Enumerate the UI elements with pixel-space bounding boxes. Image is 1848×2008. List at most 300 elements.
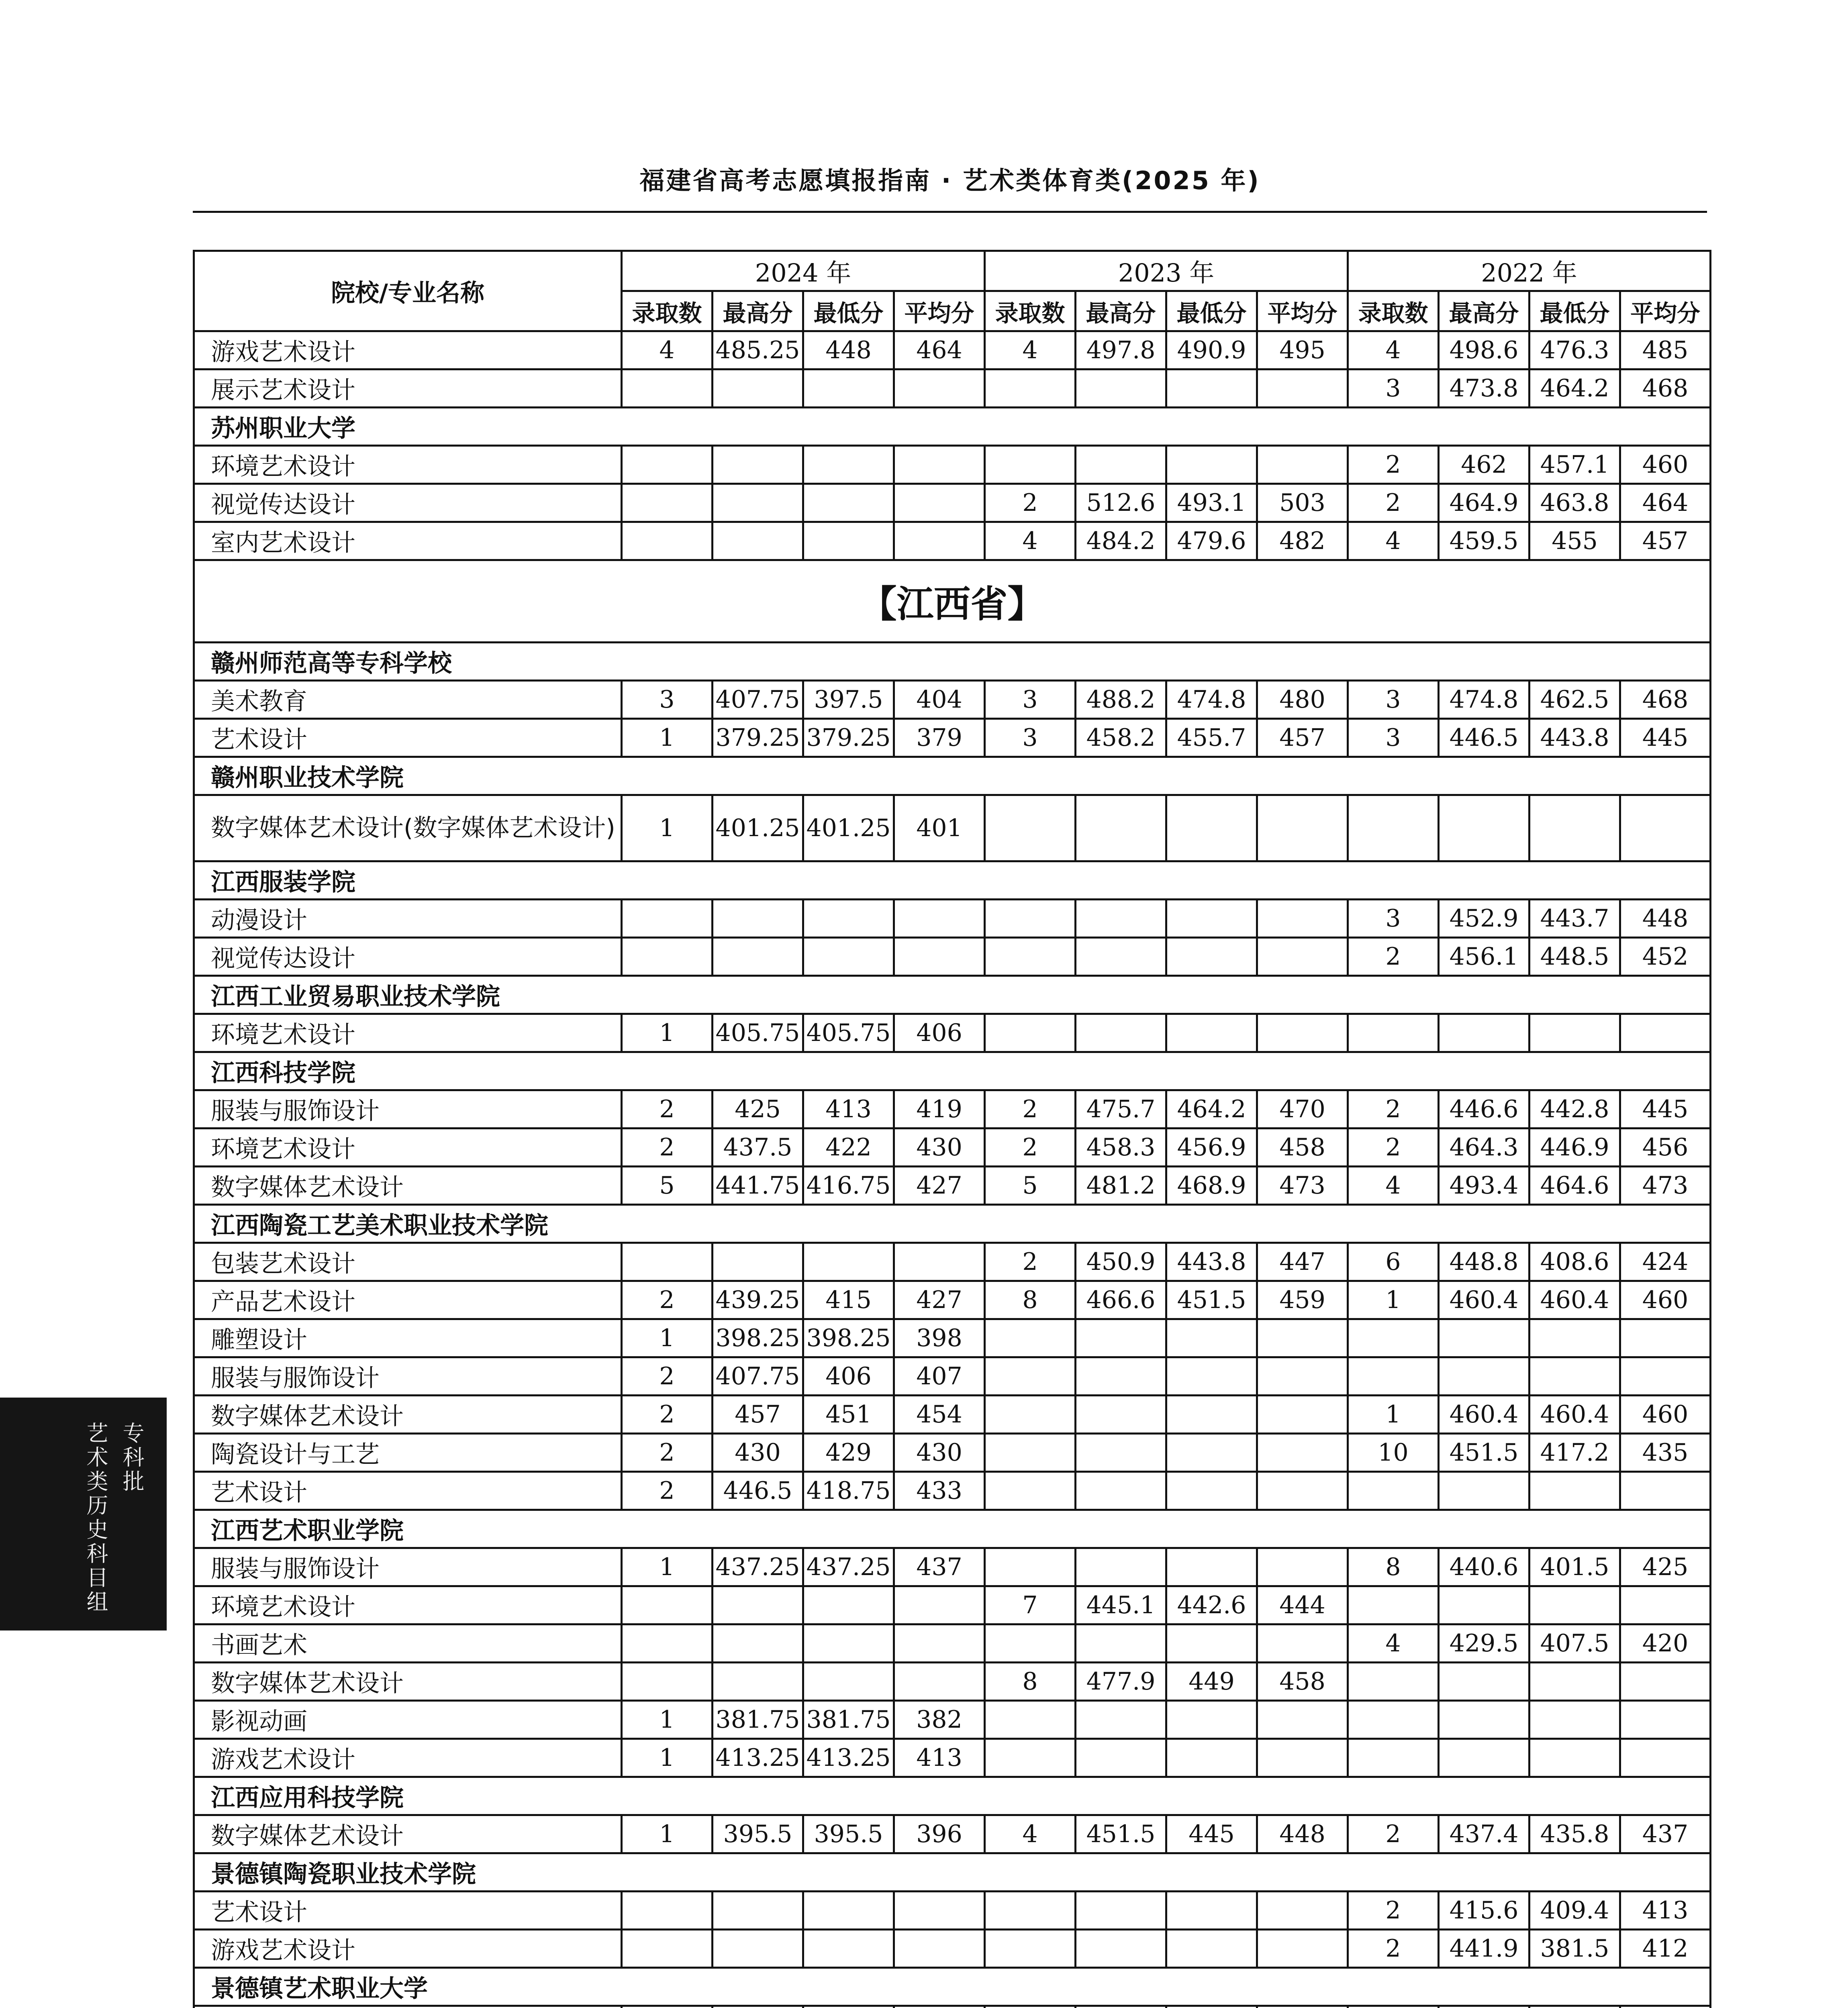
major-name: 服装与服饰设计 (194, 1357, 622, 1396)
major-row (194, 1396, 1711, 1434)
count-cell (985, 446, 1076, 484)
count-cell: 4 (1348, 331, 1439, 369)
min-score-cell (803, 522, 894, 560)
max-score-cell: 456.1 (1439, 938, 1529, 976)
avg-score-cell (894, 1243, 985, 1281)
min-score-cell (1529, 1586, 1620, 1624)
avg-score-cell (1620, 1357, 1711, 1396)
avg-score-cell: 448 (1257, 1815, 1348, 1853)
max-score-cell (1076, 938, 1166, 976)
min-score-cell: 435.8 (1529, 1815, 1620, 1853)
subheader-avg: 平均分 (894, 291, 985, 331)
max-score-cell: 459.5 (1439, 522, 1529, 560)
major-row (194, 1586, 1711, 1624)
min-score-cell: 437.25 (803, 1548, 894, 1586)
max-score-cell: 437.4 (1439, 1815, 1529, 1853)
count-cell: 4 (1348, 1624, 1439, 1663)
avg-score-cell: 448 (1620, 900, 1711, 938)
max-score-cell (713, 1243, 803, 1281)
avg-score-cell (894, 2006, 985, 2008)
major-row (194, 1472, 1711, 1510)
min-score-cell: 448 (803, 331, 894, 369)
min-score-cell (1166, 1930, 1257, 1968)
avg-score-cell: 456 (1620, 1128, 1711, 1167)
max-score-cell (713, 2006, 803, 2008)
avg-score-cell (1257, 1739, 1348, 1777)
count-cell (985, 938, 1076, 976)
max-score-cell: 381.75 (713, 1701, 803, 1739)
count-cell: 10 (1348, 1434, 1439, 1472)
count-cell (985, 1357, 1076, 1396)
max-score-cell: 462 (1439, 446, 1529, 484)
min-score-cell: 381.5 (1529, 1930, 1620, 1968)
subheader-min: 最低分 (1529, 291, 1620, 331)
major-row (194, 1434, 1711, 1472)
major-row (194, 1281, 1711, 1319)
max-score-cell: 439.25 (713, 1281, 803, 1319)
min-score-cell: 451 (803, 1396, 894, 1434)
count-cell: 1 (622, 1701, 713, 1739)
school-name: 江西科技学院 (194, 1052, 1711, 1090)
major-name: 环境艺术设计 (194, 446, 622, 484)
major-row (194, 795, 1711, 861)
major-row (194, 1357, 1711, 1396)
major-name: 艺术设计 (194, 1892, 622, 1930)
count-cell: 1 (1348, 1396, 1439, 1434)
min-score-cell (803, 1892, 894, 1930)
max-score-cell (1439, 1663, 1529, 1701)
major-row (194, 1815, 1711, 1853)
max-score-cell (1076, 1396, 1166, 1434)
count-cell: 2 (1348, 1090, 1439, 1128)
max-score-cell (1076, 1357, 1166, 1396)
avg-score-cell (1257, 1319, 1348, 1357)
max-score-cell: 498.6 (1439, 331, 1529, 369)
avg-score-cell (1257, 1701, 1348, 1739)
min-score-cell: 455.7 (1166, 719, 1257, 757)
avg-score-cell: 444 (1257, 1586, 1348, 1624)
max-score-cell: 407.75 (713, 1357, 803, 1396)
avg-score-cell (1257, 795, 1348, 861)
table-body (194, 331, 1711, 2008)
year-header: 2023 年 (985, 251, 1348, 291)
max-score-cell: 497.8 (1076, 331, 1166, 369)
max-score-cell (713, 1892, 803, 1930)
avg-score-cell: 482 (1257, 522, 1348, 560)
max-score-cell: 401.25 (713, 795, 803, 861)
min-score-cell: 398.25 (803, 1319, 894, 1357)
min-score-cell: 443.8 (1529, 719, 1620, 757)
min-score-cell (803, 1624, 894, 1663)
min-score-cell: 429 (803, 1434, 894, 1472)
count-cell: 4 (622, 331, 713, 369)
min-score-cell: 455 (1529, 522, 1620, 560)
avg-score-cell: 420 (1620, 1624, 1711, 1663)
max-score-cell (1076, 1014, 1166, 1052)
count-cell: 1 (622, 719, 713, 757)
max-score-cell (713, 369, 803, 408)
count-cell: 8 (985, 1663, 1076, 1701)
max-score-cell: 460.4 (1439, 1396, 1529, 1434)
max-score-cell (713, 522, 803, 560)
min-score-cell: 448.5 (1529, 938, 1620, 976)
school-row (194, 757, 1711, 795)
column-header-name: 院校/专业名称 (194, 251, 622, 331)
min-score-cell (1166, 1357, 1257, 1396)
major-name: 数字媒体艺术设计 (194, 1815, 622, 1853)
avg-score-cell: 425 (1620, 1548, 1711, 1586)
min-score-cell (1166, 1396, 1257, 1434)
side-tab-batch-label: 专科批 (119, 1422, 145, 1494)
major-name: 室内艺术设计 (194, 522, 622, 560)
major-row (194, 1739, 1711, 1777)
min-score-cell (803, 2006, 894, 2008)
avg-score-cell (1257, 1892, 1348, 1930)
avg-score-cell: 398 (894, 1319, 985, 1357)
avg-score-cell: 396 (894, 1815, 985, 1853)
subheader-min: 最低分 (1166, 291, 1257, 331)
count-cell: 4 (1348, 1167, 1439, 1205)
min-score-cell: 442.6 (1166, 1586, 1257, 1624)
major-name (194, 2006, 622, 2008)
avg-score-cell: 430 (894, 1128, 985, 1167)
school-row (194, 976, 1711, 1014)
max-score-cell: 437.25 (713, 1548, 803, 1586)
max-score-cell (1076, 900, 1166, 938)
major-name: 数字媒体艺术设计 (194, 1396, 622, 1434)
min-score-cell (1166, 446, 1257, 484)
count-cell: 3 (985, 719, 1076, 757)
min-score-cell (803, 1930, 894, 1968)
avg-score-cell: 468 (1620, 369, 1711, 408)
school-name: 江西应用科技学院 (194, 1777, 1711, 1815)
max-score-cell (1076, 1434, 1166, 1472)
max-score-cell (1439, 1319, 1529, 1357)
min-score-cell: 443.8 (1166, 1243, 1257, 1281)
count-cell: 1 (622, 1739, 713, 1777)
max-score-cell (1076, 795, 1166, 861)
max-score-cell: 464.3 (1439, 1128, 1529, 1167)
count-cell: 4 (985, 522, 1076, 560)
min-score-cell (1529, 1319, 1620, 1357)
count-cell (622, 1243, 713, 1281)
min-score-cell (1166, 369, 1257, 408)
max-score-cell: 446.6 (1439, 1090, 1529, 1128)
min-score-cell (1529, 1663, 1620, 1701)
count-cell (985, 1892, 1076, 1930)
avg-score-cell: 430 (894, 1434, 985, 1472)
min-score-cell: 401.5 (1529, 1548, 1620, 1586)
count-cell (985, 1472, 1076, 1510)
school-row (194, 1968, 1711, 2006)
avg-score-cell: 454 (894, 1396, 985, 1434)
count-cell (1348, 1357, 1439, 1396)
count-cell (985, 2006, 1076, 2008)
avg-score-cell (1620, 1663, 1711, 1701)
max-score-cell (713, 1624, 803, 1663)
min-score-cell (803, 446, 894, 484)
year-header: 2022 年 (1348, 251, 1711, 291)
avg-score-cell (894, 1663, 985, 1701)
min-score-cell: 413 (803, 1090, 894, 1128)
count-cell: 6 (1348, 1243, 1439, 1281)
min-score-cell (1166, 1548, 1257, 1586)
major-name: 雕塑设计 (194, 1319, 622, 1357)
province-heading: 【江西省】 (194, 560, 1711, 643)
major-name: 游戏艺术设计 (194, 1739, 622, 1777)
max-score-cell (1076, 369, 1166, 408)
count-cell (622, 938, 713, 976)
school-row (194, 1853, 1711, 1892)
major-name: 数字媒体艺术设计 (194, 1663, 622, 1701)
major-row (194, 1548, 1711, 1586)
count-cell: 4 (985, 331, 1076, 369)
min-score-cell (1166, 1472, 1257, 1510)
max-score-cell: 457 (713, 1396, 803, 1434)
max-score-cell: 512.6 (1076, 484, 1166, 522)
major-name: 游戏艺术设计 (194, 331, 622, 369)
min-score-cell (1529, 1472, 1620, 1510)
avg-score-cell: 458 (1257, 1128, 1348, 1167)
min-score-cell: 413.25 (803, 1739, 894, 1777)
major-name: 艺术设计 (194, 719, 622, 757)
major-row (194, 1624, 1711, 1663)
count-cell: 2 (1348, 938, 1439, 976)
avg-score-cell (1257, 1434, 1348, 1472)
max-score-cell: 451.5 (1439, 1434, 1529, 1472)
count-cell: 3 (622, 681, 713, 719)
major-name: 环境艺术设计 (194, 1128, 622, 1167)
count-cell: 7 (985, 1586, 1076, 1624)
min-score-cell: 409.4 (1529, 1892, 1620, 1930)
avg-score-cell (1257, 1548, 1348, 1586)
subheader-max: 最高分 (1439, 291, 1529, 331)
min-score-cell: 490.9 (1166, 331, 1257, 369)
max-score-cell (1439, 795, 1529, 861)
max-score-cell (713, 1586, 803, 1624)
major-name: 视觉传达设计 (194, 484, 622, 522)
major-row (194, 484, 1711, 522)
running-header: 福建省高考志愿填报指南 · 艺术类体育类(2025 年) (639, 166, 1260, 195)
max-score-cell: 485.25 (713, 331, 803, 369)
subheader-min: 最低分 (803, 291, 894, 331)
count-cell: 2 (1348, 1815, 1439, 1853)
major-row (194, 1014, 1711, 1052)
min-score-cell (1166, 2006, 1257, 2008)
min-score-cell: 395.5 (803, 1815, 894, 1853)
max-score-cell: 398.25 (713, 1319, 803, 1357)
count-cell (985, 795, 1076, 861)
major-row (194, 1090, 1711, 1128)
count-cell (622, 900, 713, 938)
avg-score-cell (1257, 1930, 1348, 1968)
max-score-cell: 477.9 (1076, 1663, 1166, 1701)
min-score-cell (1166, 795, 1257, 861)
min-score-cell: 442.8 (1529, 1090, 1620, 1128)
avg-score-cell: 470 (1257, 1090, 1348, 1128)
count-cell: 4 (985, 1815, 1076, 1853)
avg-score-cell: 495 (1257, 331, 1348, 369)
count-cell: 2 (622, 1396, 713, 1434)
count-cell (1348, 1014, 1439, 1052)
min-score-cell (1166, 1624, 1257, 1663)
avg-score-cell (1257, 446, 1348, 484)
school-row (194, 1510, 1711, 1548)
min-score-cell (1529, 1701, 1620, 1739)
count-cell (1348, 1472, 1439, 1510)
avg-score-cell (1257, 938, 1348, 976)
avg-score-cell: 485 (1620, 331, 1711, 369)
max-score-cell (1076, 1472, 1166, 1510)
min-score-cell: 379.25 (803, 719, 894, 757)
avg-score-cell: 427 (894, 1281, 985, 1319)
max-score-cell (713, 900, 803, 938)
avg-score-cell (1620, 1319, 1711, 1357)
max-score-cell (1439, 1014, 1529, 1052)
min-score-cell: 445 (1166, 1815, 1257, 1853)
max-score-cell: 474.8 (1439, 681, 1529, 719)
min-score-cell (803, 1586, 894, 1624)
count-cell (622, 446, 713, 484)
major-name: 服装与服饰设计 (194, 1548, 622, 1586)
count-cell: 2 (622, 1090, 713, 1128)
max-score-cell: 452.9 (1439, 900, 1529, 938)
count-cell (622, 522, 713, 560)
min-score-cell: 405.75 (803, 1014, 894, 1052)
min-score-cell: 416.75 (803, 1167, 894, 1205)
count-cell: 3 (1348, 681, 1439, 719)
school-row (194, 408, 1711, 446)
count-cell (622, 1930, 713, 1968)
min-score-cell (803, 938, 894, 976)
avg-score-cell: 404 (894, 681, 985, 719)
major-row (194, 681, 1711, 719)
major-name: 陶瓷设计与工艺 (194, 1434, 622, 1472)
min-score-cell: 457.1 (1529, 446, 1620, 484)
max-score-cell (1076, 446, 1166, 484)
avg-score-cell (1257, 1624, 1348, 1663)
avg-score-cell: 407 (894, 1357, 985, 1396)
min-score-cell: 443.7 (1529, 900, 1620, 938)
school-name: 江西陶瓷工艺美术职业技术学院 (194, 1205, 1711, 1243)
major-name: 影视动画 (194, 1701, 622, 1739)
avg-score-cell: 473 (1620, 1167, 1711, 1205)
count-cell: 2 (1348, 484, 1439, 522)
avg-score-cell (894, 1892, 985, 1930)
count-cell (985, 1434, 1076, 1472)
min-score-cell: 460.4 (1529, 1396, 1620, 1434)
count-cell: 2 (985, 1128, 1076, 1167)
avg-score-cell (1257, 900, 1348, 938)
max-score-cell: 446.5 (1439, 719, 1529, 757)
avg-score-cell: 464 (894, 331, 985, 369)
avg-score-cell (1620, 2006, 1711, 2008)
max-score-cell (1076, 1319, 1166, 1357)
min-score-cell (803, 1663, 894, 1701)
min-score-cell: 474.8 (1166, 681, 1257, 719)
count-cell: 2 (985, 1090, 1076, 1128)
avg-score-cell (894, 900, 985, 938)
school-row (194, 1052, 1711, 1090)
major-row (194, 1892, 1711, 1930)
major-row (194, 369, 1711, 408)
min-score-cell (803, 369, 894, 408)
max-score-cell (1076, 1739, 1166, 1777)
section-side-tab (0, 1398, 167, 1630)
avg-score-cell: 435 (1620, 1434, 1711, 1472)
count-cell (622, 1892, 713, 1930)
max-score-cell: 484.2 (1076, 522, 1166, 560)
max-score-cell: 451.5 (1076, 1815, 1166, 1853)
major-name: 动漫设计 (194, 900, 622, 938)
avg-score-cell: 473 (1257, 1167, 1348, 1205)
max-score-cell (1439, 1701, 1529, 1739)
count-cell: 3 (1348, 900, 1439, 938)
count-cell (985, 900, 1076, 938)
major-name: 视觉传达设计 (194, 938, 622, 976)
avg-score-cell (894, 446, 985, 484)
count-cell: 1 (622, 1815, 713, 1853)
school-row (194, 1777, 1711, 1815)
avg-score-cell (1620, 1472, 1711, 1510)
max-score-cell: 458.2 (1076, 719, 1166, 757)
max-score-cell: 379.25 (713, 719, 803, 757)
max-score-cell: 448.8 (1439, 1243, 1529, 1281)
count-cell: 2 (622, 1281, 713, 1319)
count-cell: 8 (1348, 1548, 1439, 1586)
max-score-cell: 441.75 (713, 1167, 803, 1205)
school-name: 赣州师范高等专科学校 (194, 643, 1711, 681)
min-score-cell (1166, 938, 1257, 976)
count-cell: 2 (985, 1243, 1076, 1281)
min-score-cell: 446.9 (1529, 1128, 1620, 1167)
max-score-cell (713, 1663, 803, 1701)
max-score-cell (1439, 1472, 1529, 1510)
max-score-cell (713, 938, 803, 976)
count-cell: 2 (1348, 1128, 1439, 1167)
side-tab-group-label: 艺术类历史科目组 (83, 1422, 108, 1614)
avg-score-cell (894, 522, 985, 560)
max-score-cell (1076, 2006, 1166, 2008)
subheader-avg: 平均分 (1257, 291, 1348, 331)
avg-score-cell (1620, 1014, 1711, 1052)
avg-score-cell: 437 (894, 1548, 985, 1586)
count-cell (985, 1930, 1076, 1968)
school-name: 景德镇艺术职业大学 (194, 1968, 1711, 2006)
min-score-cell (1166, 1434, 1257, 1472)
major-name: 展示艺术设计 (194, 369, 622, 408)
major-name: 游戏艺术设计 (194, 1930, 622, 1968)
count-cell: 2 (1348, 1930, 1439, 1968)
subheader-count: 录取数 (985, 291, 1076, 331)
min-score-cell: 493.1 (1166, 484, 1257, 522)
major-name: 产品艺术设计 (194, 1281, 622, 1319)
count-cell: 1 (622, 1014, 713, 1052)
count-cell (1348, 1586, 1439, 1624)
min-score-cell (1529, 1739, 1620, 1777)
max-score-cell: 430 (713, 1434, 803, 1472)
count-cell (985, 1739, 1076, 1777)
count-cell (1348, 1739, 1439, 1777)
major-name: 环境艺术设计 (194, 1586, 622, 1624)
max-score-cell: 481.2 (1076, 1167, 1166, 1205)
avg-score-cell: 468 (1620, 681, 1711, 719)
school-row (194, 643, 1711, 681)
major-row (194, 1930, 1711, 1968)
school-name: 江西工业贸易职业技术学院 (194, 976, 1711, 1014)
school-row (194, 861, 1711, 900)
school-name: 景德镇陶瓷职业技术学院 (194, 1853, 1711, 1892)
